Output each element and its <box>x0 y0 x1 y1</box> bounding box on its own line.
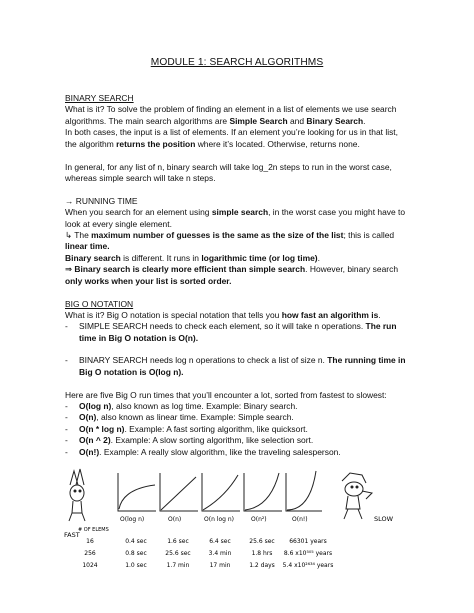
binary-paragraph-2: In both cases, the input is a list of elements. If an element you’re looking for us in that list, the algorithm returns the position where it’s located. Otherwise, returns none. <box>65 127 398 149</box>
binary-paragraph-1: What is it? To solve the problem of finding an element in a list of elements we use search algorithms. The main search algorithms are Simple Search and Binary Search. <box>65 104 397 126</box>
curve-label: O(n log n) <box>204 516 234 523</box>
curve-label: O(log n) <box>120 516 145 523</box>
curve-box-n <box>160 473 198 511</box>
bigo-binary-search-item: - BINARY SEARCH needs log n operations to check a list of size n. The running time in Big O notation is O(log n). <box>65 355 406 377</box>
fast-label: FAST <box>64 531 80 539</box>
table-cell: 5.4 x10²⁶³⁴ years <box>282 562 334 569</box>
curve-box-n-factorial <box>286 471 322 511</box>
heading-running-time: → RUNNING TIME <box>65 195 138 206</box>
table-cell: 0.4 sec <box>125 538 147 545</box>
binary-paragraph-3: In general, for any list of n, binary search will take log_2n steps to run in the worst case, whereas simple search will take n steps. <box>65 161 392 183</box>
runtime-list <box>65 401 410 458</box>
elements-header: # OF ELEMS <box>78 527 109 533</box>
list-item: - O(n * log n). Example: A fast sorting algorithm, like quicksort. <box>65 423 308 434</box>
running-paragraph-3: Binary search is different. It runs in logarithmic time (or log time). <box>65 252 320 263</box>
list-item: - O(log n), also known as log time. Example: Binary search. <box>65 400 298 411</box>
list-item: - O(n!). Example: A really slow algorithm, like the traveling salesperson. <box>65 446 341 457</box>
table-cell: 17 min <box>209 562 231 569</box>
heading-binary-search: BINARY SEARCH <box>65 93 134 103</box>
table-cell: 25.6 sec <box>165 550 191 557</box>
table-cell: 1.7 min <box>166 562 190 569</box>
table-cell: 1.2 days <box>249 562 275 569</box>
curve-label: O(n!) <box>292 516 308 523</box>
slow-label: SLOW <box>374 515 394 523</box>
table-cell: 6.4 sec <box>209 538 231 545</box>
curve-box-n-log-n <box>202 473 240 511</box>
table-cell: 256 <box>84 550 96 557</box>
running-paragraph-1: When you search for an element using simple search, in the worst case you might have to look at every single element. <box>65 207 406 229</box>
table-cell: 1.8 hrs <box>251 550 273 557</box>
bigo-simple-search-item: - SIMPLE SEARCH needs to check each element, so it will take n operations. The run time in Big O notation is O(n). <box>65 321 397 343</box>
table-cell: 1.0 sec <box>125 562 147 569</box>
turtle-doodle-icon <box>342 473 372 519</box>
running-paragraph-4: ⇒ Binary search is clearly more efficient than simple search. However, binary search only works when your list is sorted order. <box>65 264 399 286</box>
bigo-paragraph-1: What is it? Big O notation is special notation that tells you how fast an algorithm is. <box>65 310 381 320</box>
document-body <box>65 93 410 458</box>
bigo-intro: Here are five Big O run times that you’ll encounter a lot, sorted from fastest to slowest: <box>65 389 387 400</box>
curve-label: O(n) <box>168 516 182 523</box>
curve-box-n-squared <box>244 473 282 511</box>
curve-label: O(n²) <box>251 516 267 523</box>
table-cell: 66301 years <box>289 538 327 545</box>
table-cell: 1.6 sec <box>167 538 189 545</box>
list-item: - O(n), also known as linear time. Example: Simple search. <box>65 412 294 423</box>
running-paragraph-2: ↳ The maximum number of guesses is the same as the size of the list; this is called linear time. <box>65 230 395 252</box>
table-cell: 3.4 min <box>208 550 232 557</box>
table-cell: 1024 <box>82 562 98 569</box>
heading-big-o: BIG O NOTATION <box>65 298 134 309</box>
page-title: MODULE 1: SEARCH ALGORITHMS <box>150 57 324 68</box>
runtime-sketch <box>60 463 412 589</box>
curve-box-log-n <box>118 473 156 511</box>
table-cell: 8.6 x10⁵⁰⁵ years <box>283 550 333 557</box>
rabbit-doodle-icon <box>69 469 85 521</box>
runtime-sketch-figure <box>60 463 412 589</box>
list-item: - O(n ^ 2). Example: A slow sorting algorithm, like selection sort. <box>65 435 314 446</box>
table-cell: 0.8 sec <box>125 550 147 557</box>
timing-table <box>82 538 333 569</box>
table-cell: 16 <box>86 538 94 545</box>
table-cell: 25.6 sec <box>249 538 275 545</box>
